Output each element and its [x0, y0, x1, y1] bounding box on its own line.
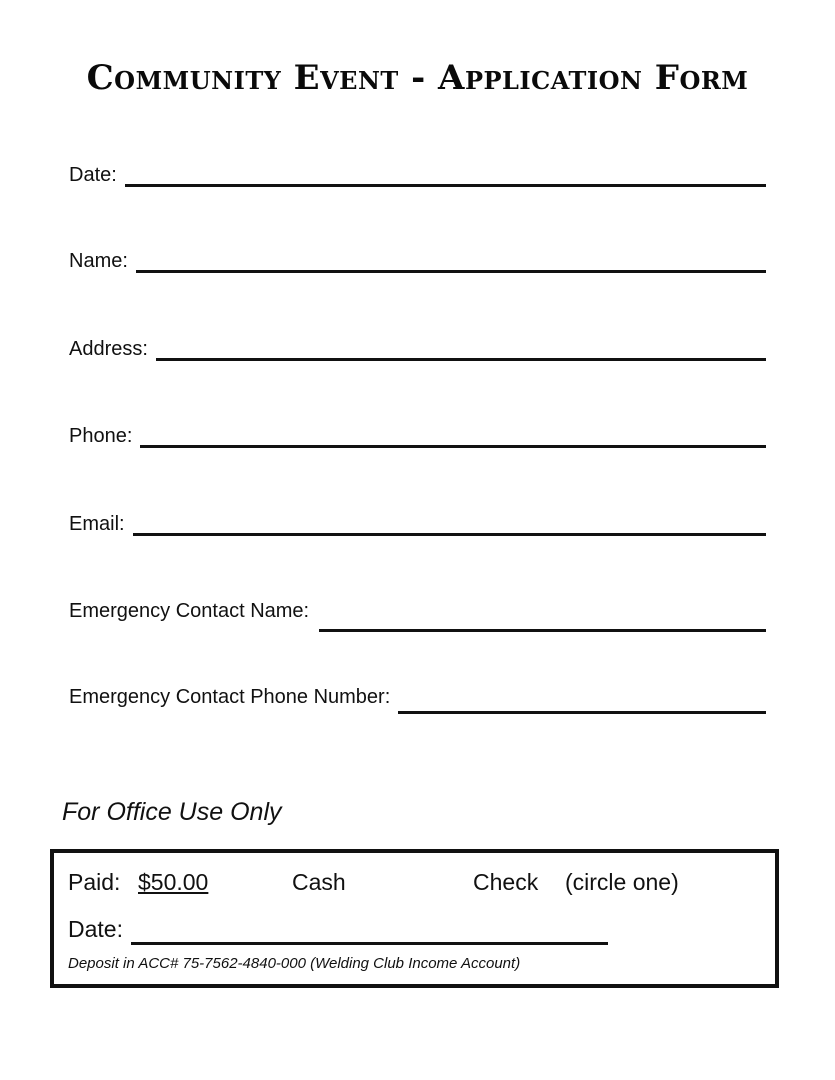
payment-option-cash[interactable]: Cash — [292, 869, 346, 895]
phone-label: Phone: — [69, 425, 133, 447]
address-field[interactable] — [69, 331, 766, 361]
emergency-contact-phone-line[interactable] — [398, 711, 766, 714]
office-date-field[interactable] — [68, 913, 608, 941]
paid-label: Paid: — [68, 869, 121, 895]
payment-option-check[interactable]: Check — [473, 869, 539, 895]
email-field[interactable] — [69, 506, 766, 536]
name-label: Name: — [69, 250, 128, 272]
emergency-contact-name-field[interactable] — [69, 593, 766, 623]
date-field[interactable] — [69, 157, 766, 187]
form-title: Community Event - Application Form — [86, 58, 749, 98]
email-line[interactable] — [133, 533, 766, 536]
email-label: Email: — [69, 513, 125, 535]
date-label: Date: — [69, 164, 117, 186]
phone-field[interactable] — [69, 418, 766, 448]
date-line[interactable] — [125, 184, 766, 187]
office-use-box — [50, 849, 779, 988]
deposit-note: Deposit in ACC# 75-7562-4840-000 (Welding Club Income Account) — [68, 955, 521, 972]
emergency-contact-name-line[interactable] — [319, 629, 766, 632]
emergency-contact-phone-field[interactable] — [69, 679, 766, 709]
name-line[interactable] — [136, 270, 766, 273]
office-date-line[interactable] — [131, 942, 608, 945]
office-use-heading: For Office Use Only — [62, 798, 282, 826]
office-date-label: Date: — [68, 916, 123, 942]
address-label: Address: — [69, 338, 148, 360]
phone-line[interactable] — [140, 445, 766, 448]
paid-amount: $50.00 — [138, 869, 209, 895]
address-line[interactable] — [156, 358, 766, 361]
emergency-contact-name-label: Emergency Contact Name: — [69, 600, 310, 622]
emergency-contact-phone-label: Emergency Contact Phone Number: — [69, 686, 391, 708]
paid-row — [68, 869, 761, 899]
name-field[interactable] — [69, 243, 766, 273]
circle-one-note: (circle one) — [565, 869, 679, 895]
